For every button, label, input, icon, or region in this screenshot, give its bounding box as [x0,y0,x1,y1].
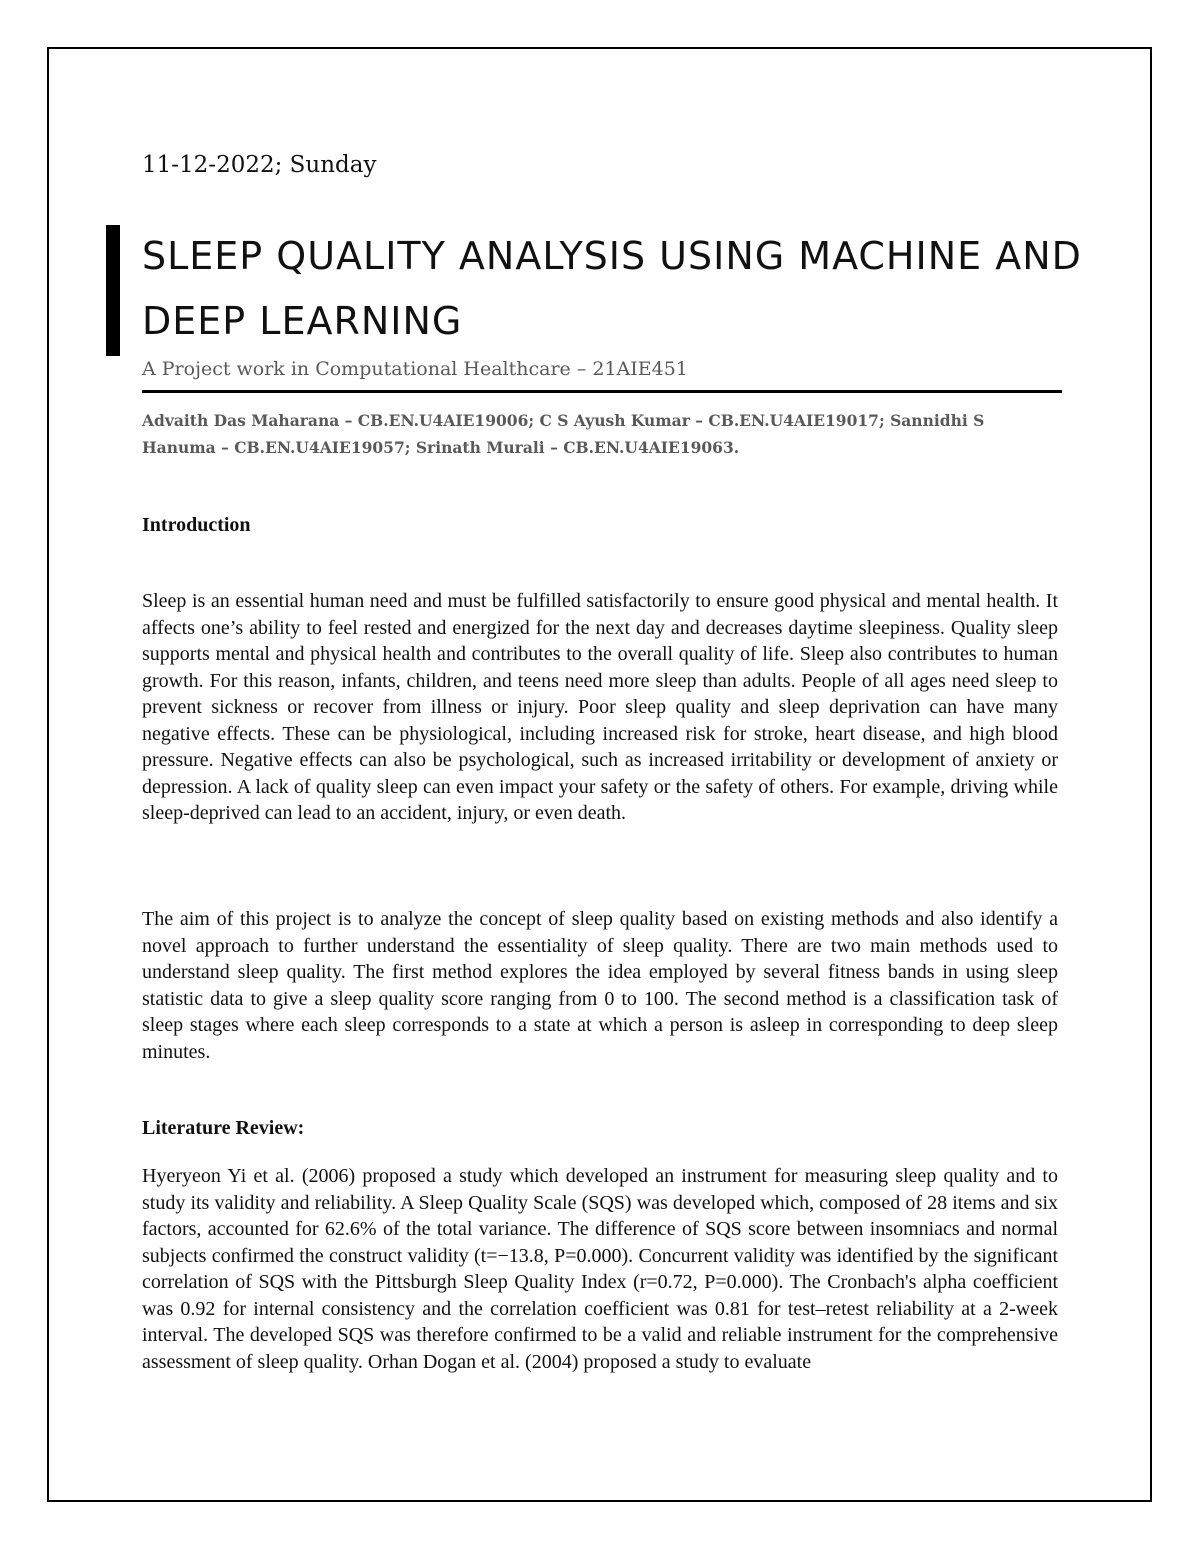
title-accent-bar [106,225,120,356]
subtitle-divider [142,390,1062,393]
literature-review-heading: Literature Review: [142,1117,305,1139]
author-list: Advaith Das Maharana – CB.EN.U4AIE19006; C S Ayush Kumar – CB.EN.U4AIE19017; Sannidhi S Hanuma – CB.EN.U4AIE19057; Srinath Murali – CB.EN.U4AIE19063. [142,411,985,457]
document-subtitle: A Project work in Computational Healthcare – 21AIE451 [142,358,688,380]
literature-review-paragraph-1: Hyeryeon Yi et al. (2006) proposed a study which developed an instrument for measuring sleep quality and to study its validity and reliability. A Sleep Quality Scale (SQS) was developed which, composed of 28 items and six factors, accounted for 62.6% of the total variance. The difference of SQS score between insomniacs and normal subjects confirmed the construct validity (t=−13.8, P=0.000). Concurrent validity was identified by the significant correlation of SQS with the Pittsburgh Sleep Quality Index (r=0.72, P=0.000). The Cronbach's alpha coefficient was 0.92 for internal consistency and the correlation coefficient was 0.81 for test–retest reliability at a 2-week interval. The developed SQS was therefore confirmed to be a valid and reliable instrument for the comprehensive assessment of sleep quality. Orhan Dogan et al. (2004) proposed a study to evaluate [142,1165,1058,1373]
introduction-heading: Introduction [142,514,251,536]
introduction-paragraph-2: The aim of this project is to analyze the concept of sleep quality based on existing methods and also identify a novel approach to further understand the essentiality of sleep quality. There are two main methods used to understand sleep quality. The first method explores the idea employed by several fitness bands in using sleep statistic data to give a sleep quality score ranging from 0 to 100. The second method is a classification task of sleep stages where each sleep corresponds to a state at which a person is asleep in corresponding to deep sleep minutes. [142,908,1058,1063]
document-title: SLEEP QUALITY ANALYSIS USING MACHINE AND DEEP LEARNING [142,234,1082,343]
introduction-paragraph-1: Sleep is an essential human need and must be fulfilled satisfactorily to ensure good physical and mental health. It affects one’s ability to feel rested and energized for the next day and decreases daytime sleepiness. Quality sleep supports mental and physical health and contributes to the overall quality of life. Sleep also contributes to human growth. For this reason, infants, children, and teens need more sleep than adults. People of all ages need sleep to prevent sickness or recover from illness or injury. Poor sleep quality and sleep deprivation can have many negative effects. These can be physiological, including increased risk for stroke, heart disease, and high blood pressure. Negative effects can also be psychological, such as increased irritability or development of anxiety or depression. A lack of quality sleep can even impact your safety or the safety of others. For example, driving while sleep-deprived can lead to an accident, injury, or even death. [142,590,1058,824]
document-date: 11-12-2022; Sunday [142,152,377,178]
